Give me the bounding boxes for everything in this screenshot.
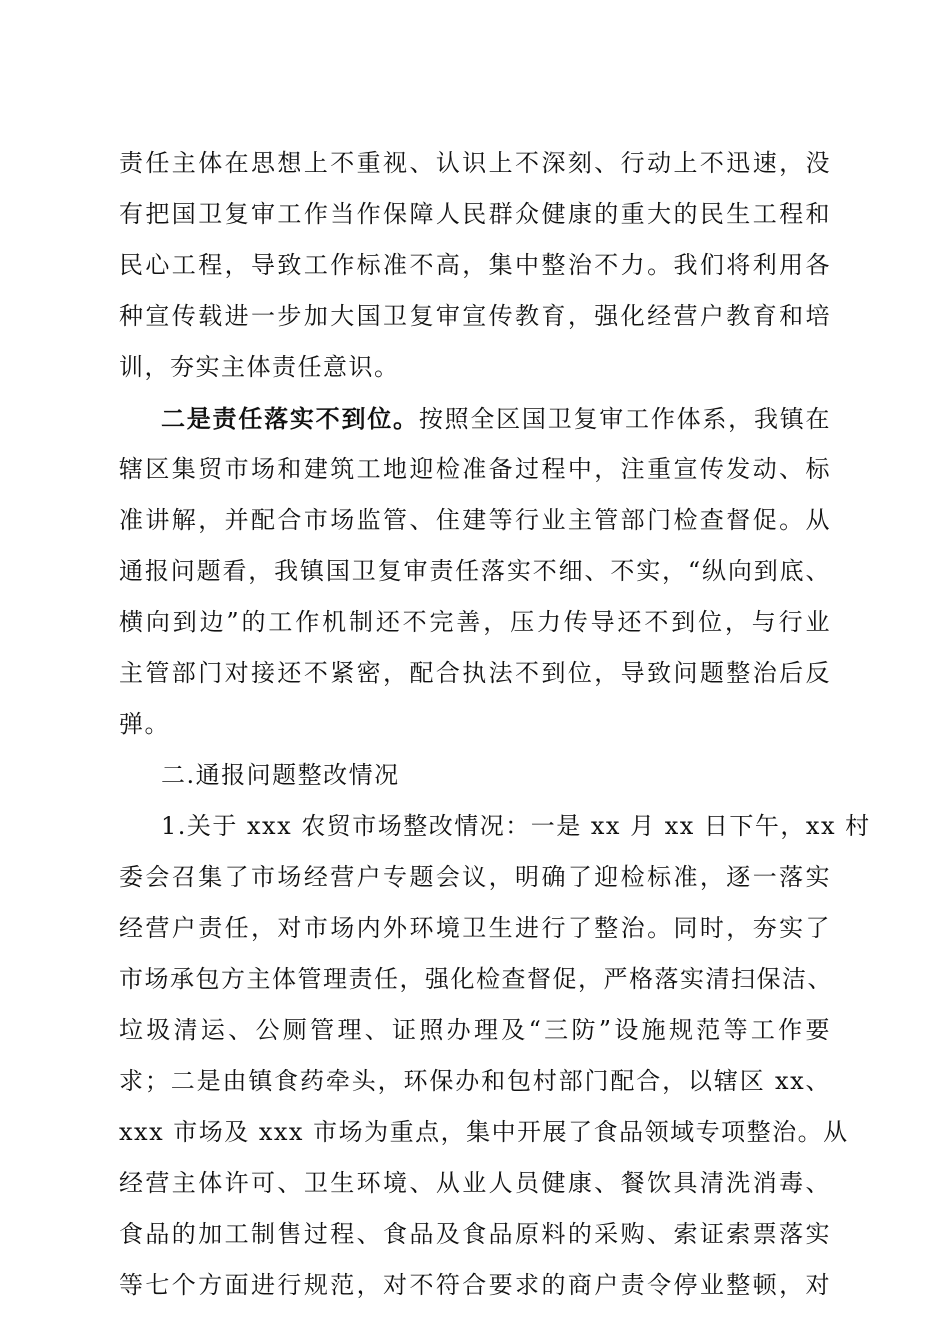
paragraph-line: 弹。 — [119, 710, 170, 738]
paragraph-line: 种宣传载进一步加大国卫复审宣传教育，强化经营户教育和培 — [119, 302, 831, 330]
paragraph-line-text: 按照全区国卫复审工作体系，我镇在 — [418, 405, 832, 433]
paragraph-line: 市场承包方主体管理责任，强化检查督促，严格落实清扫保洁、 — [119, 965, 833, 993]
paragraph-line: 通报问题看，我镇国卫复审责任落实不细、不实，“纵向到底、 — [119, 557, 831, 585]
paragraph-line: xxx 市场及 xxx 市场为重点，集中开展了食品领域专项整治。从 — [119, 1118, 849, 1146]
paragraph-line: 经营户责任，对市场内外环境卫生进行了整治。同时，夯实了 — [119, 914, 831, 942]
paragraph-line: 有把国卫复审工作当作保障人民群众健康的重大的民生工程和 — [119, 200, 831, 228]
paragraph-line: 委会召集了市场经营户专题会议，明确了迎检标准，逐一落实 — [119, 863, 831, 891]
paragraph-line: 等七个方面进行规范，对不符合要求的商户责令停业整顿，对 — [119, 1271, 831, 1299]
paragraph-line: 横向到边”的工作机制还不完善，压力传导还不到位，与行业 — [119, 608, 831, 636]
paragraph-line — [119, 393, 831, 444]
paragraph-line: 责任主体在思想上不重视、认识上不深刻、行动上不迅速，没 — [119, 149, 831, 177]
paragraph-line: 1.关于 xxx 农贸市场整改情况：一是 xx 月 xx 日下午，xx 村 — [161, 812, 871, 840]
paragraph-line: 经营主体许可、卫生环境、从业人员健康、餐饮具清洗消毒、 — [119, 1169, 831, 1197]
paragraph-line: 垃圾清运、公厕管理、证照办理及“三防”设施规范等工作要 — [119, 1016, 831, 1044]
document-body — [119, 138, 871, 1311]
bold-lead-phrase: 二是责任落实不到位。 — [161, 404, 419, 433]
paragraph-line: 辖区集贸市场和建筑工地迎检准备过程中，注重宣传发动、标 — [119, 455, 831, 483]
paragraph-line: 食品的加工制售过程、食品及食品原料的采购、索证索票落实 — [119, 1220, 831, 1248]
paragraph-line: 求；二是由镇食药牵头，环保办和包村部门配合，以辖区 xx、 — [119, 1067, 831, 1095]
section-heading: 二.通报问题整改情况 — [161, 761, 400, 789]
paragraph-line: 民心工程，导致工作标准不高，集中整治不力。我们将利用各 — [119, 251, 831, 279]
paragraph-line: 主管部门对接还不紧密，配合执法不到位，导致问题整治后反 — [119, 659, 831, 687]
paragraph-line: 训，夯实主体责任意识。 — [119, 353, 400, 381]
paragraph-line: 准讲解，并配合市场监管、住建等行业主管部门检查督促。从 — [119, 506, 831, 534]
